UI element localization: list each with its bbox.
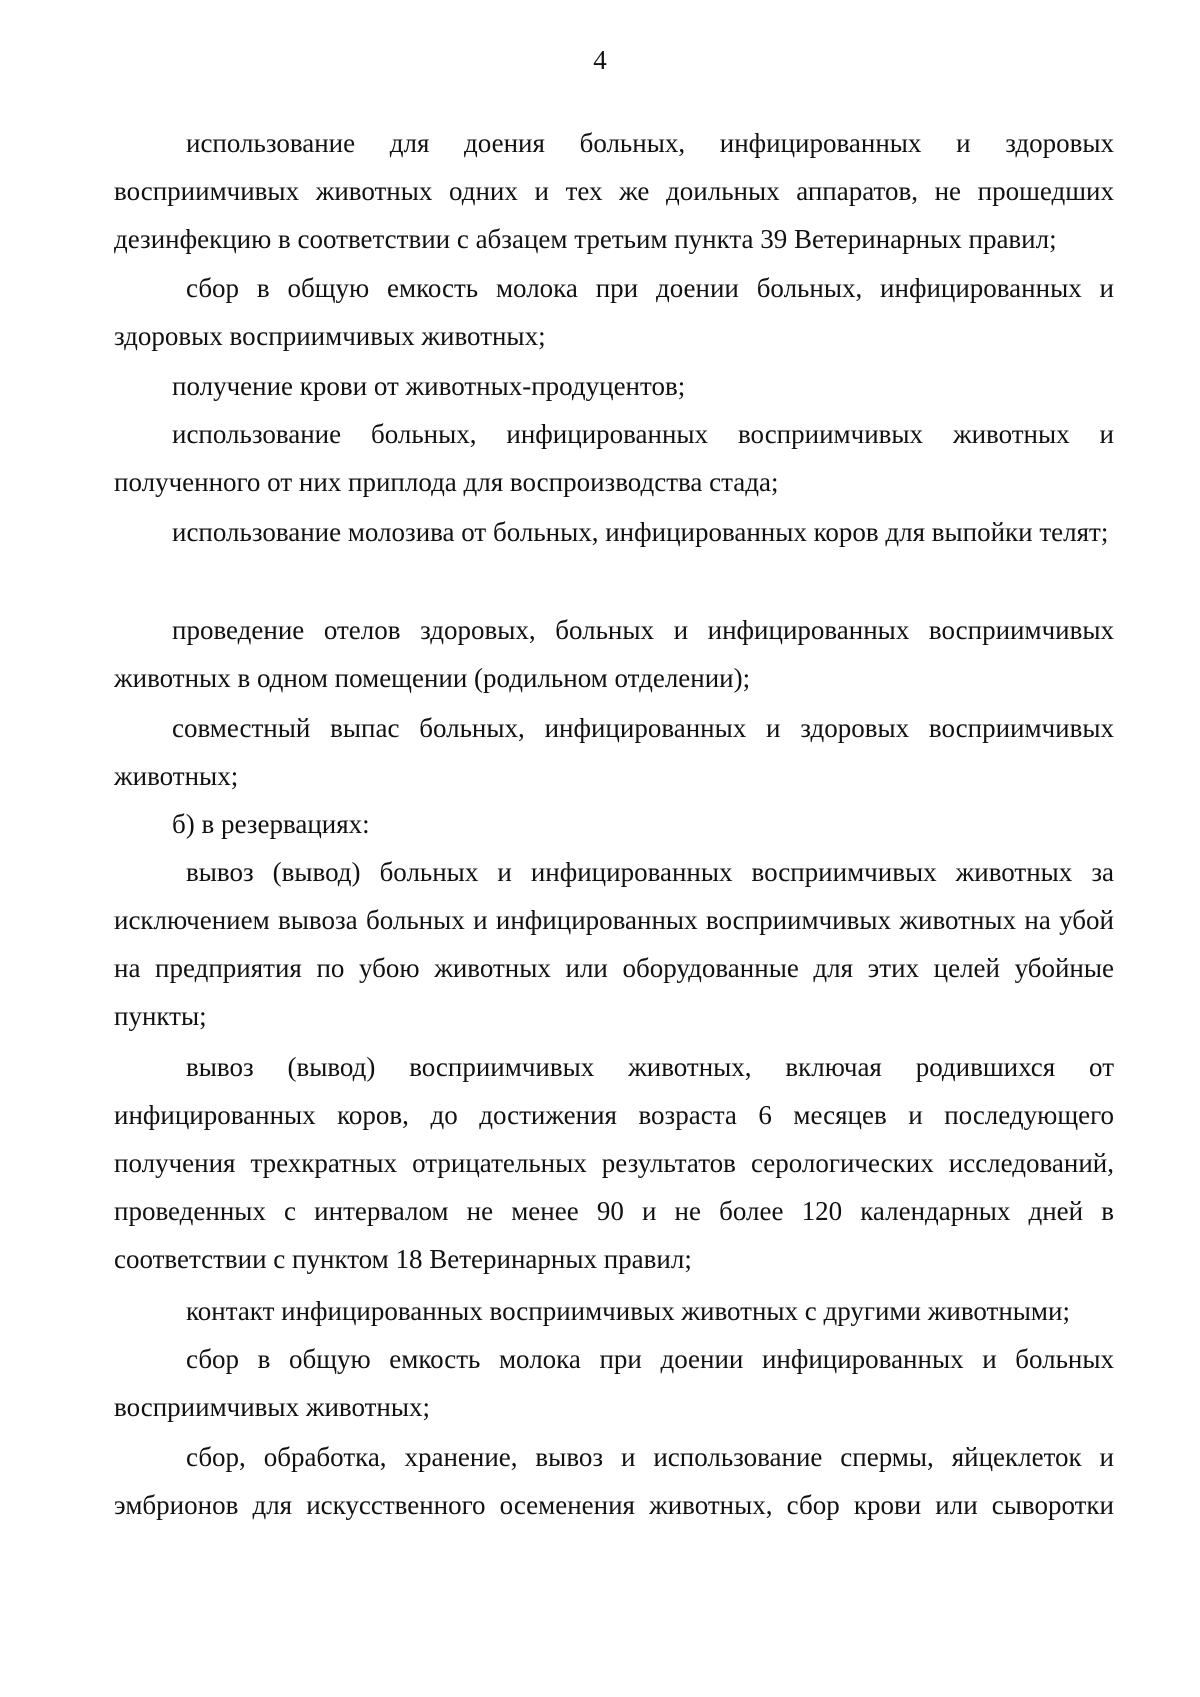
paragraph-semen-embryos: сбор, обработка, хранение, вывоз и использование спермы, яйцеклеток и эмбрионов для искусственного осеменения животных, сбор крови или сыворотки	[114, 1442, 1114, 1520]
paragraph-herd-reproduction: использование больных, инфицированных восприимчивых животных и полученного от них приплода для воспроизводства стада;	[114, 419, 1114, 497]
paragraph-blood-from-producers: получение крови от животных-продуцентов;	[172, 371, 686, 401]
page-number: 4	[593, 45, 607, 75]
paragraph-colostrum: использование молозива от больных, инфицированных коров для выпойки телят;	[172, 517, 1109, 547]
paragraph-milk-collection-infected: сбор в общую емкость молока при доении инфицированных и больных восприимчивых животных;	[114, 1344, 1114, 1422]
paragraph-milk-collection: сбор в общую емкость молока при доении больных, инфицированных и здоровых восприимчивых животных;	[114, 273, 1114, 351]
paragraph-milking-equipment: использование для доения больных, инфицированных и здоровых восприимчивых животных одних и тех же доильных аппаратов, не прошедших дезинфекцию в соответствии с абзацем третьим пункта 39 Ветеринарных правил;	[114, 128, 1114, 254]
paragraph-calving: проведение отелов здоровых, больных и инфицированных восприимчивых животных в одном помещении (родильном отделении);	[114, 615, 1114, 693]
paragraph-joint-grazing: совместный выпас больных, инфицированных и здоровых восприимчивых животных;	[114, 713, 1114, 791]
subheading-reservations: б) в резервациях:	[172, 809, 370, 839]
paragraph-contact-restriction: контакт инфицированных восприимчивых животных с другими животными;	[186, 1296, 1070, 1326]
document-body	[114, 0, 1114, 1697]
paragraph-removal-young-animals: вывоз (вывод) восприимчивых животных, включая родившихся от инфицированных коров, до достижения возраста 6 месяцев и последующего получения трехкратных отрицательных результатов серологических исследований, проведенных с интервалом не менее 90 и не более 120 календарных дней в соответствии с пунктом 18 Ветеринарных правил;	[114, 1052, 1114, 1274]
paragraph-removal-sick-animals: вывоз (вывод) больных и инфицированных восприимчивых животных за исключением вывоза больных и инфицированных восприимчивых животных на убой на предприятия по убою животных или оборудованные для этих целей убойные пункты;	[114, 857, 1114, 1031]
